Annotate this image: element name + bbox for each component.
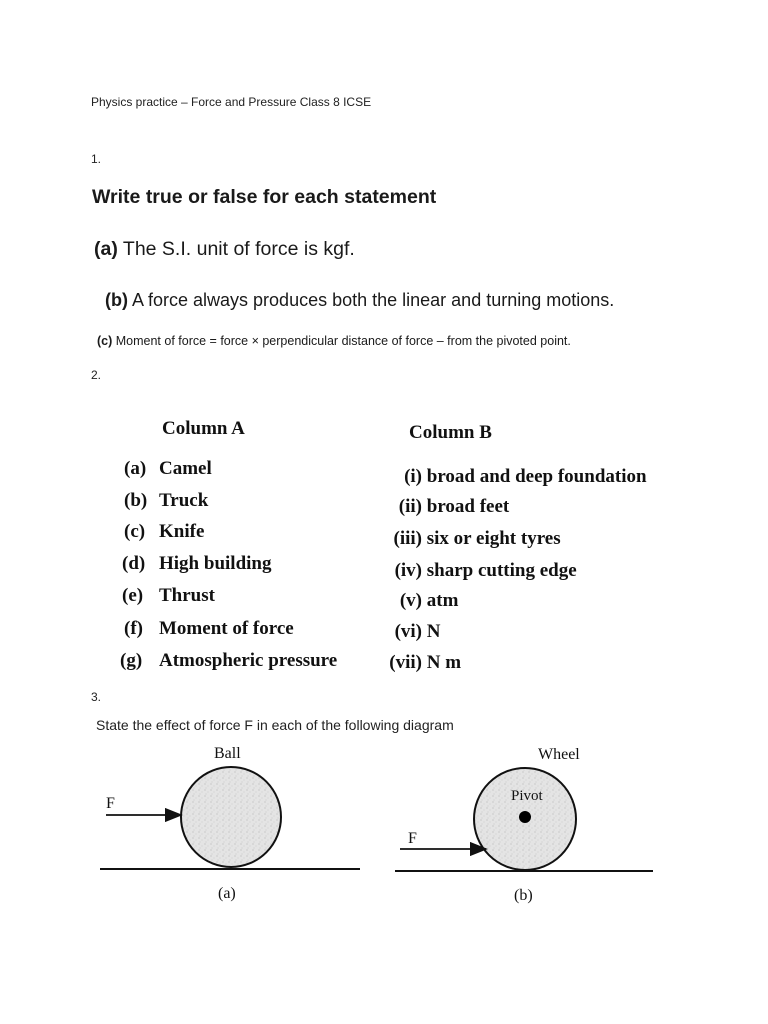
column-a-row-c	[124, 521, 204, 543]
column-b-row-text: broad feet	[426, 496, 510, 517]
ball-shape	[181, 767, 281, 867]
statement-c-text: Moment of force = force × perpendicular distance of force – from the pivoted point.	[112, 334, 571, 348]
column-b-row-label: (vii)	[389, 652, 422, 673]
column-a-row-a	[124, 458, 212, 480]
column-a-row-text: High building	[159, 553, 272, 574]
column-b-row-iv	[376, 560, 577, 582]
column-b-row-text: N	[426, 621, 441, 642]
pivot-dot	[519, 811, 531, 823]
column-b-row-text: sharp cutting edge	[426, 560, 577, 581]
question-3-prompt: State the effect of force F in each of the following diagram	[96, 717, 454, 733]
column-a-row-text: Truck	[159, 490, 209, 511]
question-1-number: 1.	[91, 152, 102, 166]
ball-label: Ball	[214, 745, 241, 762]
statement-c-label: (c)	[97, 334, 113, 348]
column-a-row-text: Atmospheric pressure	[159, 650, 338, 671]
column-a-row-label: (d)	[122, 553, 146, 574]
column-b-row-text: broad and deep foundation	[426, 466, 647, 487]
question-2-number: 2.	[91, 368, 102, 382]
column-b-row-label: (iv)	[394, 560, 422, 581]
wheel-label: Wheel	[538, 746, 580, 763]
column-b-row-label: (iii)	[393, 528, 422, 549]
statement-a-label: (a)	[94, 238, 118, 260]
statement-a	[94, 238, 355, 261]
statement-b-label: (b)	[105, 290, 128, 310]
pivot-label: Pivot	[511, 788, 543, 804]
column-b-row-text: atm	[426, 590, 459, 611]
question-3-number: 3.	[91, 690, 102, 704]
force-label-b: F	[408, 830, 417, 847]
column-b-title: Column B	[409, 422, 492, 443]
statement-a-text: The S.I. unit of force is kgf.	[117, 238, 355, 260]
column-b-row-label: (v)	[399, 590, 422, 611]
question-1-heading: Write true or false for each statement	[92, 186, 437, 208]
column-a-row-label: (a)	[124, 458, 147, 479]
column-a-row-label: (g)	[120, 650, 143, 671]
column-b-row-vii	[366, 652, 461, 674]
column-a-row-label: (c)	[124, 521, 146, 542]
column-a-row-label: (e)	[122, 585, 144, 606]
column-a-row-e	[122, 585, 215, 607]
column-b-row-text: six or eight tyres	[426, 528, 561, 549]
caption-b: (b)	[514, 887, 533, 904]
column-a-row-g	[120, 650, 337, 672]
column-b-row-label: (vi)	[394, 621, 422, 642]
column-b-row-v	[380, 590, 458, 612]
statement-c	[97, 334, 571, 348]
document-header: Physics practice – Force and Pressure Class 8 ICSE	[91, 95, 372, 109]
column-a-row-text: Camel	[159, 458, 212, 479]
column-a-row-text: Moment of force	[159, 618, 294, 639]
column-a-title: Column A	[162, 418, 245, 439]
column-a-row-b	[124, 490, 208, 512]
column-a-row-label: (f)	[124, 618, 143, 639]
column-b-row-iii	[376, 528, 561, 550]
diagram-b	[395, 746, 653, 904]
column-a-row-text: Thrust	[159, 585, 215, 606]
force-label-a: F	[106, 795, 115, 812]
column-a-row-f	[124, 618, 294, 640]
column-a-row-d	[122, 553, 271, 575]
statement-b-text: A force always produces both the linear and turning motions.	[127, 290, 615, 310]
column-b-row-label: (i)	[404, 466, 422, 487]
column-b-row-i	[388, 466, 647, 488]
column-b-row-text: N m	[426, 652, 462, 673]
column-b-row-label: (ii)	[398, 496, 422, 517]
column-a-row-label: (b)	[124, 490, 148, 511]
column-b-row-vi	[370, 621, 440, 643]
caption-a: (a)	[218, 885, 236, 902]
column-a-row-text: Knife	[159, 521, 205, 542]
column-b-row-ii	[382, 496, 509, 518]
statement-b	[105, 290, 614, 311]
force-diagrams	[0, 735, 768, 915]
diagram-a	[100, 745, 360, 902]
